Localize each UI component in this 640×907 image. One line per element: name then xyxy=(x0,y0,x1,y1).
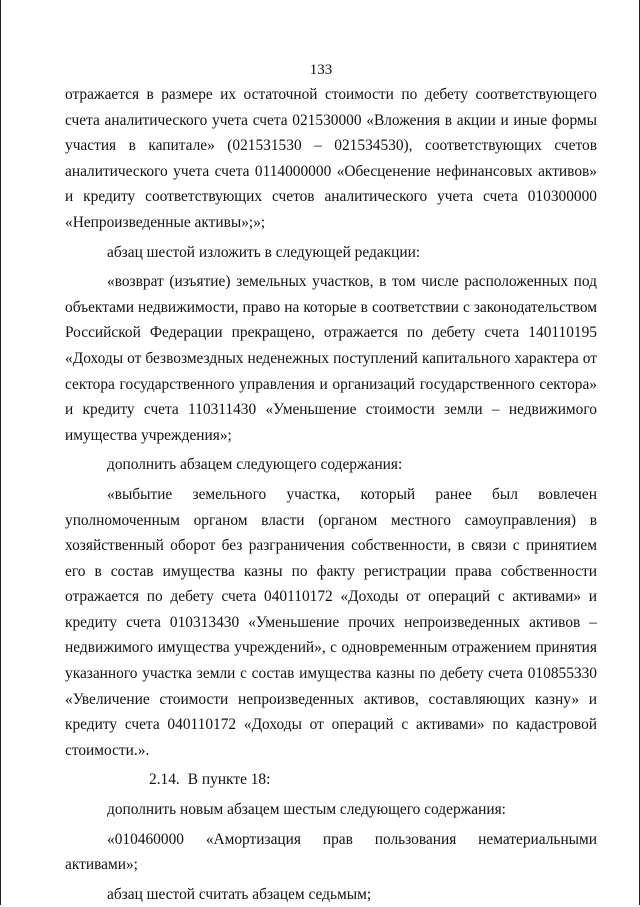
section-number: 2.14. xyxy=(149,771,180,789)
paragraph-amortization: «010460000 «Амортизация прав пользования нематериальными активами»; xyxy=(65,830,597,874)
paragraph-instruction-abzac-6: абзац шестой изложить в следующей редакции: xyxy=(107,243,421,261)
section-heading-text: В пункте 18: xyxy=(187,771,271,789)
paragraph-instruction-add: дополнить абзацем следующего содержания: xyxy=(107,456,403,474)
paragraph-continuation: отражается в размере их остаточной стоимости по дебету соответствующего счета аналитического учета счета 021530000 «Вложения в акции и иные формы участия в капитале» (021531530 – 021534530), соответствующих счетов аналитического учета счета 0114000000 «Обесценение нефинансовых активов» и кредиту соответствующих счетов аналитического учета счета 010300000 «Непроизведенные активы»;»; xyxy=(65,86,597,231)
page-number: 133 xyxy=(309,62,333,78)
paragraph-land-disposal: «выбытие земельного участка, который ранее был вовлечен уполномоченным органом власти (органом местного самоуправления) в хозяйственный оборот без разграничения собственности, в связи с принятием его в состав имущества казны по факту регистрации права собственности отражается по дебету счета 040110172 «Доходы от операций с активами» и кредиту счета 010313430 «Уменьшение прочих непроизведенных активов – недвижимого имущества учреждений», с одновременным отражением принятия указанного участка земли с состав имущества казны по дебету счета 010855330 «Увеличение стоимости непроизведенных активов, составляющих казну» и кредиту счета 040110172 «Доходы от операций с активами» по кадастровой стоимости.». xyxy=(65,485,597,759)
section-heading xyxy=(65,767,597,793)
paragraph-land-return: «возврат (изъятие) земельных участков, в том числе расположенных под объектами недвижимости, право на которые в соответствии с законодательством Российской Федерации прекращено, отражается по дебету счета 140110195 «Доходы от безвозмездных неденежных поступлений капитального характера от сектора государственного управления и организаций государственного сектора» и кредиту счета 110311430 «Уменьшение стоимости земли – недвижимого имущества учреждения»; xyxy=(65,273,597,444)
paragraph-instruction-new-abzac: дополнить новым абзацем шестым следующего содержания: xyxy=(107,801,506,819)
paragraph-renumber: абзац шестой считать абзацем седьмым; xyxy=(107,885,372,903)
document-body xyxy=(65,82,597,907)
